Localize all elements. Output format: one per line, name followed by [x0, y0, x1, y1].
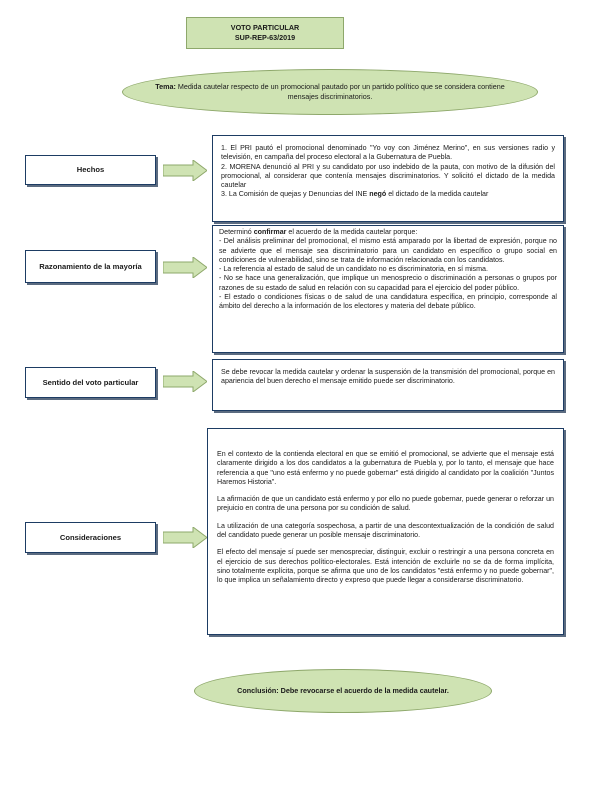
consideraciones-paragraph-1: En el contexto de la contienda electoral en que se emitió el promocional, se advierte que el mensaje está claramente dirigido a los dos candidatos a la gubernatura de Puebla y, por lo tanto, el mensaje que hace referencia a que "uno está enfermo y no puede gobernar" está dirigido al candidato por la coalición "Juntos Haremos Historia".	[217, 450, 554, 486]
razonamiento-item-4: - El estado o condiciones físicas o de salud de una candidatura específica, en principio, corresponde al ámbito del derecho a la información de los electores y materia del debate público.	[219, 293, 557, 311]
hechos-content	[212, 135, 564, 222]
conclusion-body: Debe revocarse el acuerdo de la medida cautelar.	[278, 686, 449, 695]
arrow-right-icon	[163, 160, 207, 181]
razonamiento-intro-a: Determinó	[219, 228, 254, 236]
title-line-2: SUP-REP-63/2019	[234, 33, 296, 42]
razonamiento-item-1: - Del análisis preliminar del promocional, el mismo está amparado por la libertad de expresión, porque no se advierte que el mensaje sea discriminatorio para un candidato en específico o grupo social en condiciones de vulnerabilidad, sino se trata de información relacionada con los candidatos.	[219, 237, 557, 264]
hechos-item-3	[221, 190, 555, 199]
sentido-label: Sentido del voto particular	[25, 367, 156, 398]
title-line-1: VOTO PARTICULAR	[230, 23, 300, 32]
conclusion-text	[237, 686, 449, 696]
hechos-item-1: 1. El PRI pautó el promocional denominado "Yo voy con Jiménez Merino", en sus versiones radio y televisión, en campaña del proceso electoral a la Gubernatura de Puebla.	[221, 144, 555, 162]
arrow-right-icon	[163, 371, 207, 392]
razonamiento-label: Razonamiento de la mayoría	[25, 250, 156, 283]
razonamiento-content	[212, 225, 564, 353]
tema-oval	[122, 69, 538, 115]
razonamiento-item-2: - La referencia al estado de salud de un candidato no es discriminatoria, en sí misma.	[219, 265, 488, 274]
arrow-right-icon	[163, 527, 207, 548]
conclusion-oval	[194, 669, 492, 713]
razonamiento-intro-c: el acuerdo de la medida cautelar porque:	[286, 228, 418, 236]
hechos-item-3-a: 3. La Comisión de quejas y Denuncias del INE	[221, 190, 370, 199]
hechos-label: Hechos	[25, 155, 156, 185]
consideraciones-paragraph-3: La utilización de una categoría sospechosa, a partir de una descontextualización de la condición de salud del candidato puede generar un posible mensaje discriminatorio.	[217, 521, 554, 540]
sentido-text: Se debe revocar la medida cautelar y ordenar la suspensión de la transmisión del promocional, porque en apariencia del buen derecho el mensaje emitido puede ser discriminatorio.	[221, 368, 555, 386]
tema-body: Medida cautelar respecto de un promocional pautado por un partido político que se considera contiene mensajes discriminatorios.	[175, 82, 505, 101]
document-title	[186, 17, 344, 49]
tema-text	[153, 82, 507, 102]
consideraciones-label: Consideraciones	[25, 522, 156, 553]
tema-label: Tema:	[155, 82, 176, 91]
conclusion-label: Conclusión:	[237, 686, 279, 695]
hechos-item-2: 2. MORENA denunció al PRI y su candidato por uso indebido de la pauta, con motivo de la difusión del promocional, al considerar que contenía mensajes discriminatorios. Y solicitó el dictado de la medida cautelar	[221, 162, 555, 190]
razonamiento-intro-bold: confirmar	[253, 228, 287, 236]
razonamiento-item-3: - No se hace una generalización, que implique un menosprecio o discriminación a personas o grupos por razones de su estado de salud en relación con su capacidad para el ejercicio del poder público.	[219, 274, 557, 292]
hechos-item-3-bold: negó	[369, 190, 387, 199]
consideraciones-content	[207, 428, 564, 635]
sentido-content	[212, 359, 564, 411]
consideraciones-paragraph-4: El efecto del mensaje sí puede ser menospreciar, distinguir, excluir o restringir a una persona concreta en el ejercicio de sus derechos político-electorales. Está intención de excluirle no se da de forma implícita, sino totalmente explícita, porque se afirma que uno de los candidatos "está enfermo y no puede gobernar", lo que implica un señalamiento directo y expreso que puede llegar a considerarse discriminatorio.	[217, 548, 554, 585]
arrow-right-icon	[163, 257, 207, 278]
consideraciones-paragraph-2: La afirmación de que un candidato está enfermo y por ello no puede gobernar, puede generar o reforzar un prejuicio en contra de una persona por su condición de salud.	[217, 495, 554, 513]
hechos-item-3-b: el dictado de la medida cautelar	[386, 190, 489, 199]
razonamiento-intro	[219, 228, 557, 237]
